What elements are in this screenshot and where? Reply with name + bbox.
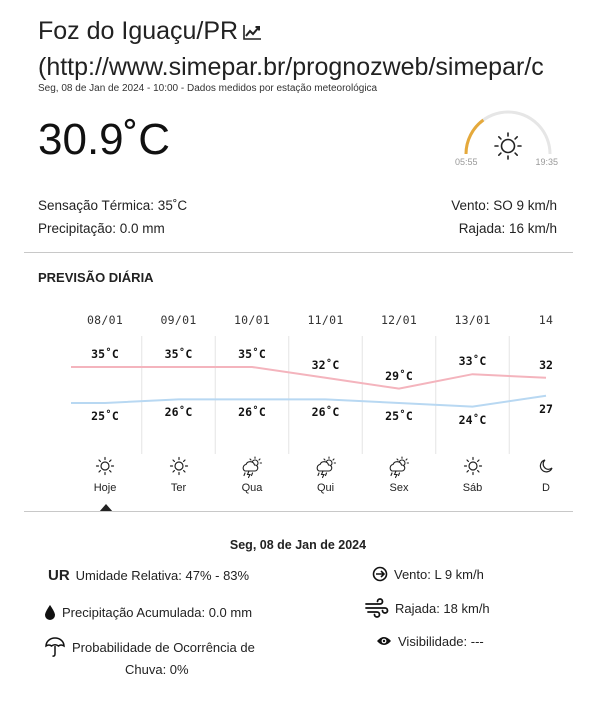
forecast-day-label[interactable]: Sáb bbox=[462, 482, 483, 494]
detail-date: Seg, 08 de Jan de 2024 bbox=[229, 538, 367, 552]
sunset-time: 19:35 bbox=[535, 157, 558, 167]
daily-forecast-chart[interactable] bbox=[71, 304, 554, 504]
rain-prob-row bbox=[44, 636, 255, 661]
forecast-max-temp: 35˚C bbox=[164, 347, 193, 361]
forecast-min-temp: 26˚C bbox=[238, 405, 266, 420]
divider bbox=[24, 511, 573, 512]
observation-subtitle: Seg, 08 de Jan de 2024 - 10:00 - Dados medidos por estação meteorológica bbox=[38, 83, 378, 94]
sun-icon bbox=[75, 456, 135, 478]
forecast-date: 14 bbox=[538, 313, 554, 327]
sun-arc-graphic bbox=[452, 108, 562, 158]
humidity-text: Umidade Relativa: 47% - 83% bbox=[75, 568, 250, 583]
forecast-day-label[interactable]: Ter bbox=[170, 482, 187, 494]
forecast-min-temp: 27 bbox=[539, 401, 553, 416]
forecast-min-temp: 25˚C bbox=[385, 409, 413, 423]
forecast-date: 10/01 bbox=[233, 313, 271, 327]
page-title bbox=[38, 14, 596, 84]
forecast-date: 09/01 bbox=[160, 313, 197, 327]
moon-partial-icon bbox=[516, 456, 576, 478]
source-link[interactable]: (http://www.simepar.br/prognozweb/simepar/c bbox=[38, 53, 544, 81]
forecast-max-temp: 32 bbox=[539, 357, 553, 372]
forecast-day-label[interactable]: Qui bbox=[316, 482, 335, 494]
thermal-sensation: Sensação Térmica: 35˚C bbox=[38, 198, 188, 213]
detail-wind-row bbox=[372, 566, 484, 585]
sunrise-time: 05:55 bbox=[455, 157, 478, 167]
wind-direction-icon bbox=[372, 566, 388, 585]
humidity-icon: UR bbox=[48, 567, 70, 584]
sun-arc-widget bbox=[452, 108, 562, 174]
forecast-day-label[interactable]: Hoje bbox=[93, 482, 117, 494]
forecast-date: 13/01 bbox=[454, 313, 491, 327]
precip-acc-row bbox=[44, 604, 252, 623]
forecast-min-temp: 26˚C bbox=[311, 405, 340, 420]
precip-acc-text: Precipitação Acumulada: 0.0 mm bbox=[62, 604, 253, 620]
gust-wind-icon bbox=[365, 599, 389, 620]
visibility-text: Visibilidade: --- bbox=[398, 634, 484, 649]
sun-icon bbox=[495, 133, 521, 159]
city-name: Foz do Iguaçu/PR bbox=[38, 17, 239, 45]
forecast-max-temp: 29˚C bbox=[385, 368, 413, 383]
forecast-day-label[interactable]: Sex bbox=[389, 482, 409, 494]
rain-prob-text-2: Chuva: 0% bbox=[125, 662, 189, 677]
forecast-min-temp: 25˚C bbox=[91, 409, 119, 423]
daily-forecast-title: PREVISÃO DIÁRIA bbox=[38, 270, 154, 285]
forecast-min-temp: 24˚C bbox=[458, 412, 487, 427]
divider bbox=[24, 252, 573, 253]
raindrop-icon bbox=[44, 604, 56, 623]
forecast-max-temp: 35˚C bbox=[238, 347, 266, 361]
forecast-max-temp: 35˚C bbox=[91, 347, 119, 361]
forecast-date: 08/01 bbox=[86, 313, 124, 327]
forecast-date: 11/01 bbox=[307, 313, 344, 327]
forecast-day-label[interactable]: D bbox=[542, 482, 550, 494]
umbrella-icon bbox=[44, 636, 66, 661]
rain-prob-text-1: Probabilidade de Ocorrência de bbox=[72, 639, 255, 655]
sun-icon bbox=[149, 456, 209, 478]
visibility-row bbox=[376, 634, 484, 650]
humidity-row bbox=[48, 567, 249, 584]
chart-icon[interactable] bbox=[242, 16, 262, 50]
forecast-date: 12/01 bbox=[380, 313, 418, 327]
detail-wind-text: Vento: L 9 km/h bbox=[394, 566, 484, 582]
sun-storm-icon bbox=[222, 456, 282, 478]
eye-icon bbox=[376, 635, 392, 650]
gust: Rajada: 16 km/h bbox=[458, 221, 557, 236]
detail-gust-row bbox=[365, 599, 490, 620]
current-temperature: 30.9˚C bbox=[38, 115, 171, 164]
sun-icon bbox=[443, 456, 503, 478]
sun-storm-icon bbox=[369, 456, 429, 478]
wind: Vento: SO 9 km/h bbox=[451, 198, 557, 213]
forecast-max-temp: 32˚C bbox=[311, 357, 340, 372]
forecast-min-temp: 26˚C bbox=[164, 405, 193, 420]
precipitation: Precipitação: 0.0 mm bbox=[38, 221, 165, 236]
forecast-max-temp: 33˚C bbox=[458, 354, 487, 369]
forecast-day-label[interactable]: Qua bbox=[241, 482, 263, 494]
sun-storm-icon bbox=[296, 456, 356, 478]
detail-gust-text: Rajada: 18 km/h bbox=[395, 600, 490, 616]
